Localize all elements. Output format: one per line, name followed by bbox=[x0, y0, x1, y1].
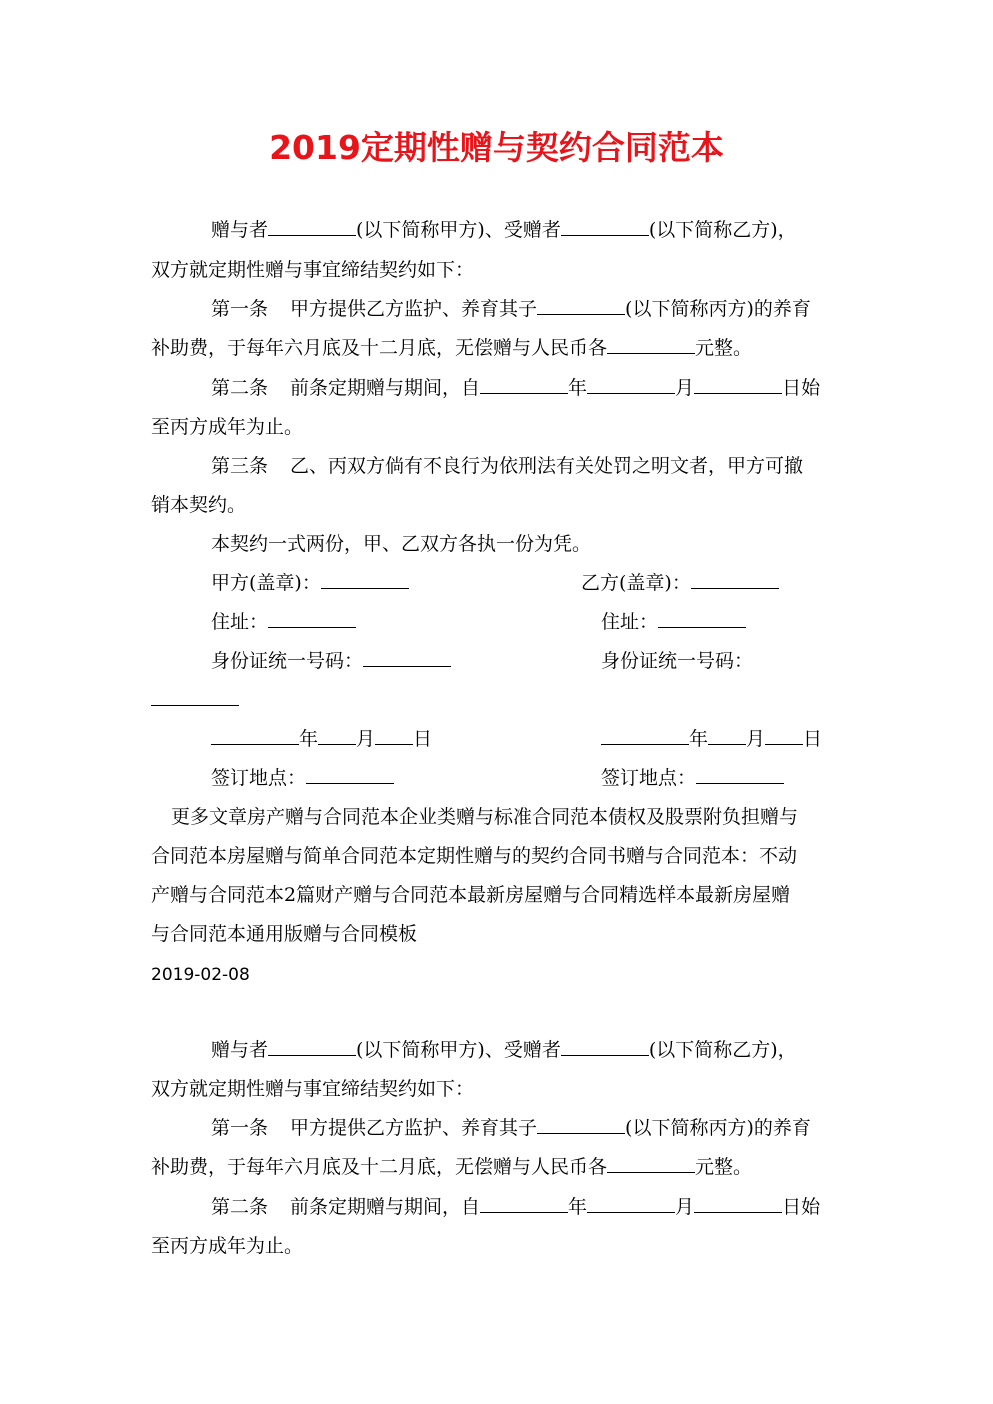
party-a-address bbox=[211, 607, 356, 637]
article-1-c: 补助费，于每年六月底及十二月底，无偿赠与人民币各 bbox=[151, 1156, 608, 1178]
article-1-d: 元整。 bbox=[695, 337, 753, 359]
party-b-label: 乙方(盖章)： bbox=[581, 572, 691, 594]
donor-suffix: (以下简称甲方)、受赠者 bbox=[356, 1039, 561, 1061]
party-b-id bbox=[601, 646, 753, 676]
place-label: 签订地点： bbox=[211, 767, 307, 789]
donor-suffix: (以下简称甲方)、受赠者 bbox=[356, 219, 561, 241]
article-1-cont bbox=[151, 333, 752, 363]
article-2-cont: 至丙方成年为止。 bbox=[151, 1235, 304, 1257]
donor-label: 赠与者 bbox=[211, 1039, 269, 1061]
preamble-cont: 双方就定期性赠与事宜缔结契约如下： bbox=[151, 1078, 475, 1100]
party-a-place bbox=[211, 763, 394, 793]
publish-date: 2019-02-08 bbox=[151, 965, 250, 985]
related-line-2: 合同范本房屋赠与简单合同范本定期性赠与的契约合同书赠与合同范本：不动 bbox=[151, 845, 798, 867]
article-1-head: 第一条 bbox=[211, 298, 269, 320]
address-label: 住址： bbox=[211, 611, 269, 633]
article-3-head: 第三条 bbox=[211, 455, 269, 477]
article-2-a: 前条定期赠与期间，自 bbox=[290, 1196, 481, 1218]
article-1-cont bbox=[151, 1152, 752, 1182]
article-3 bbox=[211, 451, 803, 481]
article-1-c: 补助费，于每年六月底及十二月底，无偿赠与人民币各 bbox=[151, 337, 608, 359]
donee-blank bbox=[561, 217, 649, 236]
day-blank bbox=[765, 726, 803, 745]
article-2-head: 第二条 bbox=[211, 377, 269, 399]
article-2-a: 前条定期赠与期间，自 bbox=[290, 377, 481, 399]
party-a-seal bbox=[211, 568, 409, 598]
child-blank bbox=[537, 296, 625, 315]
article-2 bbox=[211, 1192, 820, 1222]
preamble-line bbox=[211, 215, 797, 245]
place-label: 签订地点： bbox=[601, 767, 697, 789]
month-label: 月 bbox=[746, 728, 766, 750]
related-line-4: 与合同范本通用版赠与合同模板 bbox=[151, 923, 418, 945]
day-start-label: 日始 bbox=[782, 1196, 821, 1218]
donee-suffix: (以下简称乙方)， bbox=[648, 1039, 797, 1061]
amount-blank bbox=[607, 1154, 695, 1173]
article-3-cont: 销本契约。 bbox=[151, 494, 247, 516]
related-line-1: 更多文章房产赠与合同范本企业类赠与标准合同范本债权及股票附负担赠与 bbox=[171, 806, 799, 828]
child-blank bbox=[537, 1115, 625, 1134]
party-b-address bbox=[601, 607, 746, 637]
party-a-date bbox=[211, 724, 432, 754]
related-line-3: 产赠与合同范本2篇财产赠与合同范本最新房屋赠与合同精选样本最新房屋赠 bbox=[151, 884, 791, 906]
document-title: 2019定期性赠与契约合同范本 bbox=[269, 128, 724, 167]
party-a-id bbox=[211, 646, 451, 676]
day-start-label: 日始 bbox=[782, 377, 821, 399]
id-label: 身份证统一号码： bbox=[601, 650, 754, 672]
article-1-d: 元整。 bbox=[695, 1156, 753, 1178]
address-blank bbox=[658, 609, 746, 628]
article-3-a: 乙、丙双方倘有不良行为依刑法有关处罚之明文者，甲方可撤 bbox=[290, 455, 804, 477]
article-1 bbox=[211, 294, 811, 324]
address-label: 住址： bbox=[601, 611, 659, 633]
year-blank bbox=[211, 726, 299, 745]
day-label: 日 bbox=[413, 728, 433, 750]
party-b-place bbox=[601, 763, 784, 793]
article-1-b: (以下简称丙方)的养育 bbox=[625, 298, 811, 320]
id-blank bbox=[363, 648, 451, 667]
preamble-cont: 双方就定期性赠与事宜缔结契约如下： bbox=[151, 259, 475, 281]
article-1-head: 第一条 bbox=[211, 1117, 269, 1139]
year-label: 年 bbox=[568, 1196, 588, 1218]
article-2-cont: 至丙方成年为止。 bbox=[151, 416, 304, 438]
month-blank bbox=[587, 1194, 675, 1213]
party-a-blank bbox=[321, 570, 409, 589]
party-b-seal bbox=[581, 568, 779, 598]
year-blank bbox=[480, 1194, 568, 1213]
preamble-line bbox=[211, 1035, 797, 1065]
amount-blank bbox=[607, 335, 695, 354]
day-blank bbox=[694, 375, 782, 394]
month-label: 月 bbox=[356, 728, 376, 750]
address-blank bbox=[268, 609, 356, 628]
article-2-head: 第二条 bbox=[211, 1196, 269, 1218]
year-blank bbox=[601, 726, 689, 745]
party-a-label: 甲方(盖章)： bbox=[211, 572, 321, 594]
month-blank bbox=[708, 726, 746, 745]
article-2 bbox=[211, 373, 820, 403]
day-blank bbox=[375, 726, 413, 745]
donor-label: 赠与者 bbox=[211, 219, 269, 241]
party-b-id-blank-line bbox=[151, 685, 239, 715]
article-1 bbox=[211, 1113, 811, 1143]
party-b-blank bbox=[691, 570, 779, 589]
month-label: 月 bbox=[675, 377, 695, 399]
article-1-a: 甲方提供乙方监护、养育其子 bbox=[290, 298, 538, 320]
copies-clause: 本契约一式两份，甲、乙双方各执一份为凭。 bbox=[211, 533, 592, 555]
year-label: 年 bbox=[568, 377, 588, 399]
donee-suffix: (以下简称乙方)， bbox=[648, 219, 797, 241]
donor-blank bbox=[268, 217, 356, 236]
month-label: 月 bbox=[675, 1196, 695, 1218]
year-blank bbox=[480, 375, 568, 394]
year-label: 年 bbox=[299, 728, 319, 750]
place-blank bbox=[696, 765, 784, 784]
article-1-b: (以下简称丙方)的养育 bbox=[625, 1117, 811, 1139]
article-1-a: 甲方提供乙方监护、养育其子 bbox=[290, 1117, 538, 1139]
party-b-date bbox=[601, 724, 822, 754]
donee-blank bbox=[561, 1037, 649, 1056]
month-blank bbox=[587, 375, 675, 394]
id-label: 身份证统一号码： bbox=[211, 650, 364, 672]
place-blank bbox=[306, 765, 394, 784]
month-blank bbox=[318, 726, 356, 745]
id-blank bbox=[151, 687, 239, 706]
donor-blank bbox=[268, 1037, 356, 1056]
day-blank bbox=[694, 1194, 782, 1213]
day-label: 日 bbox=[803, 728, 823, 750]
year-label: 年 bbox=[689, 728, 709, 750]
